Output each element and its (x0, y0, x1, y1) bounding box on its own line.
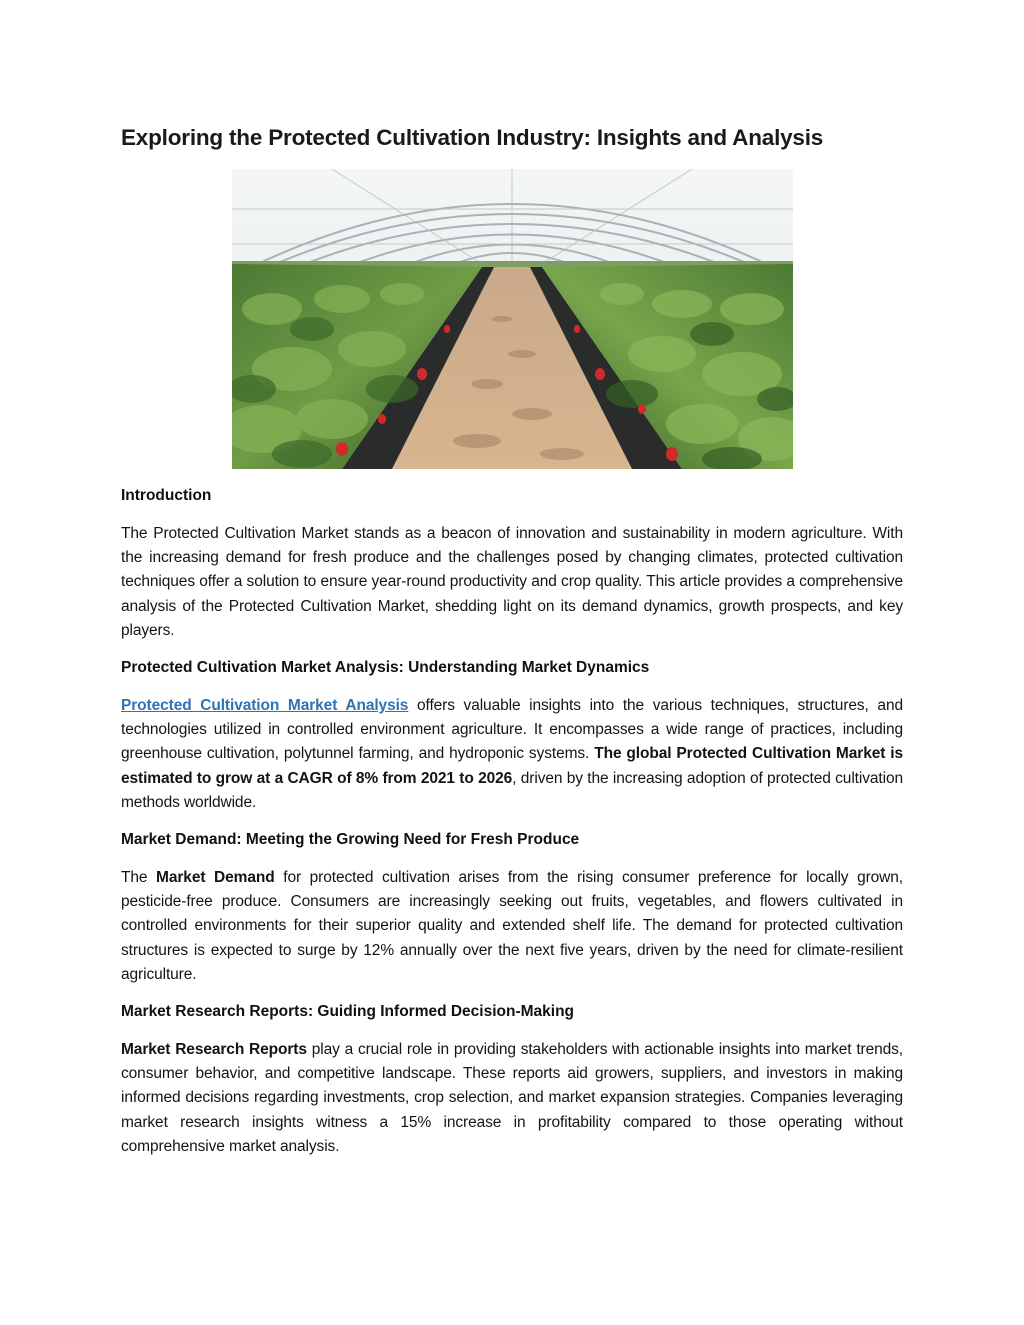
page-title: Exploring the Protected Cultivation Industry: Insights and Analysis (121, 125, 824, 150)
market-analysis-paragraph (121, 694, 903, 815)
article-body (121, 484, 903, 1159)
market-analysis-link[interactable]: Protected Cultivation Market Analysis (121, 697, 409, 715)
market-analysis-text-2: , driven by the increasing adoption of protected cultivation methods worldwide. (121, 769, 903, 811)
research-reports-highlight: Market Research Reports (121, 1041, 307, 1059)
section-heading-research-reports: Market Research Reports: Guiding Informed Decision-Making (121, 1003, 575, 1021)
market-analysis-text-1: offers valuable insights into the various techniques, structures, and technologies utilized in controlled environment agriculture. It encompasses a wide range of practices, including greenhouse cultivation, polytunnel farming, and hydroponic systems. (121, 697, 903, 763)
market-demand-paragraph (121, 866, 903, 987)
greenhouse-strawberry-photo (232, 169, 793, 469)
intro-paragraph: The Protected Cultivation Market stands as a beacon of innovation and sustainability in modern agriculture. With the increasing demand for fresh produce and the challenges posed by changing climates, protected cultivation techniques offer a solution to ensure year-round productivity and crop quality. This article provides a comprehensive analysis of the Protected Cultivation Market, shedding light on its demand dynamics, growth prospects, and key players. (121, 525, 903, 639)
section-heading-introduction: Introduction (121, 487, 212, 504)
market-cagr-highlight: The global Protected Cultivation Market is estimated to grow at a CAGR of 8% from 2021 to 2026 (121, 745, 903, 787)
section-heading-market-demand: Market Demand: Meeting the Growing Need for Fresh Produce (121, 831, 580, 849)
market-demand-highlight: Market Demand (156, 869, 275, 887)
market-demand-text-post: for protected cultivation arises from the rising consumer preference for locally grown, pesticide-free produce. Consumers are increasingly seeking out fruits, vegetables, and flowers cultivated in controlled environments for their superior quality and extended shelf life. The demand for protected cultivation structures is expected to surge by 12% annually over the next five years, driven by the need for climate-resilient agriculture. (121, 869, 903, 983)
research-reports-paragraph (121, 1038, 903, 1159)
market-demand-text-pre: The (121, 869, 157, 887)
section-heading-market-analysis: Protected Cultivation Market Analysis: Understanding Market Dynamics (121, 659, 650, 677)
research-reports-text: play a crucial role in providing stakeholders with actionable insights into market trends, consumer behavior, and competitive landscape. These reports aid growers, suppliers, and investors in making informed decisions regarding investments, crop selection, and market expansion strategies. Companies leveraging market research insights witness a 15% increase in profitability compared to those operating without comprehensive market analysis. (121, 1041, 903, 1155)
